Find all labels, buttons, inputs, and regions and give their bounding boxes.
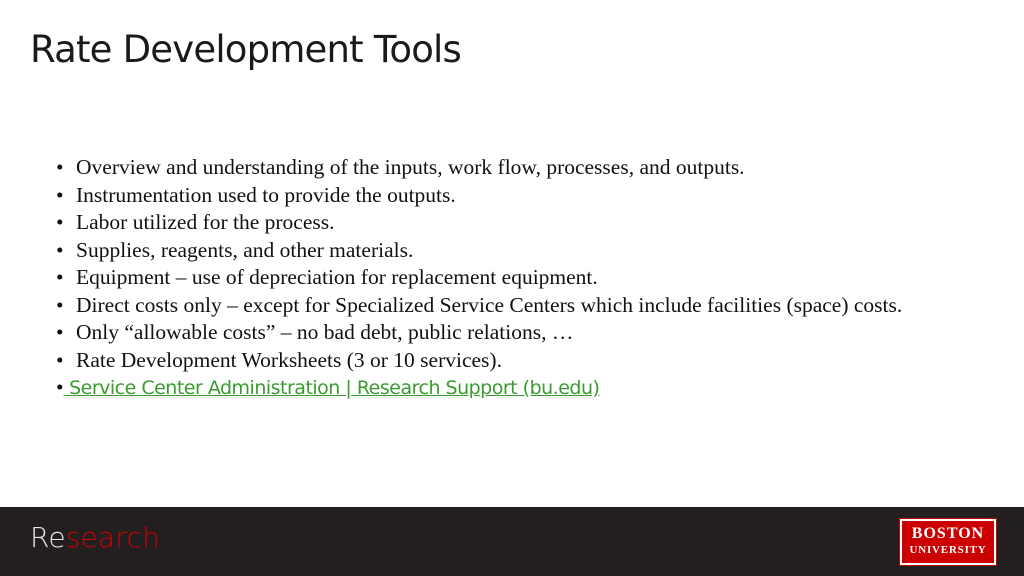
bullet-item xyxy=(56,319,956,347)
bullet-item xyxy=(56,264,956,292)
bullet-dot: • xyxy=(56,292,64,317)
slide-title: Rate Development Tools xyxy=(30,28,461,71)
bullet-text: Supplies, reagents, and other materials. xyxy=(76,237,414,262)
bullet-text: Instrumentation used to provide the outputs. xyxy=(76,182,456,207)
bullet-dot: • xyxy=(56,320,64,344)
research-logo-lead: Re xyxy=(30,521,66,554)
bullet-item xyxy=(56,209,956,237)
bullet-dot: • xyxy=(56,155,64,179)
bullet-dot: • xyxy=(56,237,64,262)
bullet-text: Only “allowable costs” – no bad debt, public relations, … xyxy=(76,320,574,344)
bullet-dot: • xyxy=(56,375,64,399)
bullet-text: Direct costs only – except for Specialized Service Centers which include facilities (space) costs. xyxy=(76,292,903,317)
research-logo-rest: search xyxy=(65,521,161,554)
bullet-dot: • xyxy=(56,347,64,372)
bullet-list xyxy=(56,154,956,403)
research-logo xyxy=(30,521,160,555)
bullet-item xyxy=(56,154,956,182)
bullet-item xyxy=(56,292,956,320)
bullet-text: Labor utilized for the process. xyxy=(76,210,335,234)
footer-bar xyxy=(0,507,1024,576)
boston-university-logo xyxy=(900,519,996,565)
bu-logo-line2: UNIVERSITY xyxy=(909,544,987,556)
bullet-item xyxy=(56,182,956,210)
bullet-item xyxy=(56,347,956,375)
bullet-item xyxy=(56,237,956,265)
bullet-dot: • xyxy=(56,182,64,207)
bu-logo-line1: BOSTON xyxy=(911,525,985,542)
bullet-text: Overview and understanding of the inputs, work flow, processes, and outputs. xyxy=(76,155,745,179)
service-center-admin-link[interactable]: Service Center Administration | Research Support (bu.edu) xyxy=(63,377,600,399)
bullet-dot: • xyxy=(56,265,64,289)
bullet-item xyxy=(56,374,956,403)
bullet-text: Rate Development Worksheets (3 or 10 services). xyxy=(76,347,502,372)
bullet-dot: • xyxy=(56,210,64,234)
bullet-text: Equipment – use of depreciation for replacement equipment. xyxy=(76,265,598,289)
